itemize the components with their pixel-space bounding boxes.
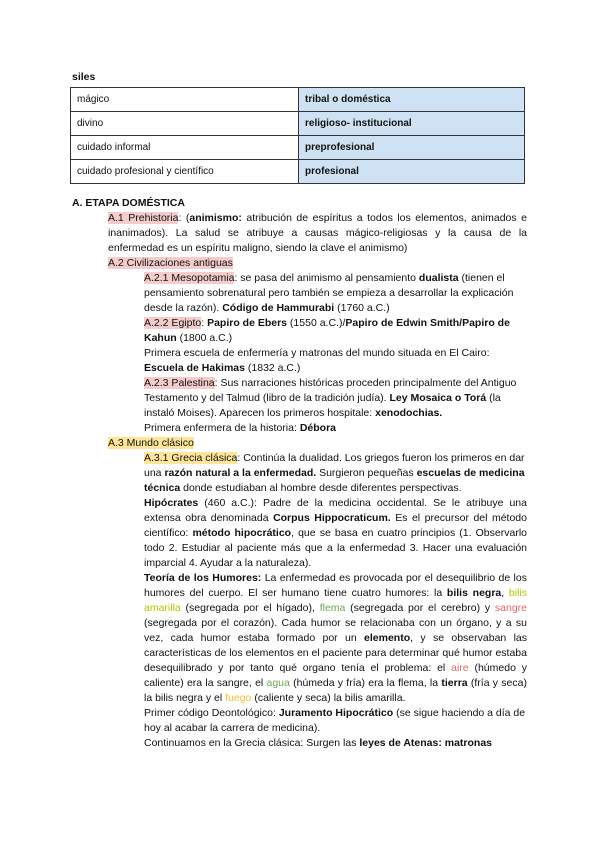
bold-term: Débora bbox=[299, 422, 337, 434]
text-span: (segregada por el corazón). Cada humor se relacionaba con un órgano, y a su vez, cada humor estaba formado por un bbox=[144, 617, 527, 644]
text-span: : bbox=[201, 317, 208, 329]
text-span: : Continúa la dualidad. Los griegos fueron los primeros en dar una bbox=[144, 452, 525, 479]
bold-term: leyes de Atenas: matronas bbox=[359, 737, 493, 749]
paragraph-a22 bbox=[144, 316, 527, 346]
text-span: (1550 a.C.)/ bbox=[287, 317, 346, 329]
table-row bbox=[71, 136, 525, 160]
paragraph-a2 bbox=[108, 256, 527, 271]
text-span: Surgieron pequeñas bbox=[316, 467, 417, 479]
table-cell: religioso- institucional bbox=[299, 112, 525, 136]
text-span: : se pasa del animismo al pensamiento bbox=[234, 272, 419, 284]
bold-term: Código de Hammurabi bbox=[222, 302, 335, 314]
paragraph-a23 bbox=[144, 376, 527, 421]
text-span: (1800 a.C.) bbox=[176, 332, 233, 344]
text-span: (fría y seca) la bilis negra y el bbox=[144, 677, 527, 704]
colored-term: aire bbox=[451, 662, 469, 674]
document-body bbox=[72, 196, 527, 751]
bold-term: xenodochias. bbox=[375, 407, 443, 419]
bold-term: método hipocrático bbox=[192, 527, 292, 539]
table-cell: mágico bbox=[71, 88, 299, 112]
bold-term: Juramento Hipocrático bbox=[278, 707, 394, 719]
text-span: (se sigue haciendo a día de hoy al acabar la carrera de medicina). bbox=[144, 707, 526, 734]
text-span: (460 a.C.): Padre de la medicina occidental. Se le atribuye una extensa obra denominada bbox=[144, 497, 527, 524]
bold-term: Papiro de Edwin Smith/Papiro de Kahun bbox=[144, 317, 510, 344]
table-row bbox=[71, 112, 525, 136]
heading-a23: A.2.3 Palestina bbox=[144, 377, 215, 389]
text-span: (1832 a.C.) bbox=[244, 362, 301, 374]
bold-term: escuelas de medicina técnica bbox=[144, 467, 525, 494]
text-span: : Sus narraciones históricas proceden principalmente del Antiguo Testamento y del Talmud (libro de la tradición judía). bbox=[144, 377, 517, 404]
heading-a22: A.2.2 Egipto bbox=[144, 317, 202, 329]
bold-term: tierra bbox=[441, 677, 468, 689]
paragraph-a21 bbox=[144, 271, 527, 316]
text-span: (segregada por el cerebro) y bbox=[345, 602, 495, 614]
colored-term: agua bbox=[266, 677, 290, 689]
table-cell: profesional bbox=[299, 160, 525, 184]
header-fragment: siles bbox=[72, 71, 96, 83]
text-span: , y se observaban las características de los elementos en el paciente para determinar qué humor estaba desequilibrado y por tanto qué organo tenía el problema: el bbox=[144, 632, 528, 674]
table-row bbox=[71, 160, 525, 184]
text-span: Primera enfermera de la historia: bbox=[144, 422, 300, 434]
text-span: , bbox=[501, 587, 509, 599]
bold-term: Corpus Hippocraticum. bbox=[273, 512, 391, 524]
text-span: (tienen el pensamiento sobrenatural pero también se empieza a desarrollar la explicación desde la razón). bbox=[144, 272, 514, 314]
text-span: (húmeda y fría) era la flema, la bbox=[289, 677, 442, 689]
heading-a21: A.2.1 Mesopotamia bbox=[144, 272, 235, 284]
text-span: (1760 a.C.) bbox=[334, 302, 390, 314]
bold-term: dualista bbox=[418, 272, 459, 284]
text-span: Primera escuela de enfermería y matronas del mundo situada en El Cairo: bbox=[144, 347, 490, 359]
colored-term: fuego bbox=[225, 692, 252, 704]
paragraph-a22-school bbox=[144, 346, 527, 376]
colored-term: sangre bbox=[494, 602, 527, 614]
text-span: Primer código Deontológico: bbox=[144, 707, 279, 719]
text-span: , que se basa en cuatro principios (1. Observarlo todo 2. Estudiar al paciente más que a la enfermedad 3. Hacer una evaluación imparcial 4. Ayudar a la naturaleza). bbox=[144, 527, 527, 569]
paragraph-humores bbox=[144, 571, 527, 706]
text-span: Continuamos en la Grecia clásica: Surgen las bbox=[144, 737, 360, 749]
table-cell: divino bbox=[71, 112, 299, 136]
text-span: donde estudiaban al hombre desde diferentes perspectivas. bbox=[180, 482, 462, 494]
heading-a3: A.3 Mundo clásico bbox=[108, 437, 194, 449]
text-span: atribución de espíritus a todos los elementos, animados e inanimados). La salud se atribuye a causas mágico-religiosas y la causa de la enfermedad es un espíritu maligno, siendo la clave el animismo) bbox=[108, 212, 527, 254]
text-span: La enfermedad es provocada por el desequilibrio de los humores del cuerpo. El ser humano tiene cuatro humores: la bbox=[144, 572, 527, 599]
bold-term: Hipócrates bbox=[144, 497, 199, 509]
text-span: : ( bbox=[178, 212, 190, 224]
text-span: (segregada por el hígado), bbox=[180, 602, 320, 614]
colored-term: flema bbox=[319, 602, 346, 614]
table-cell: cuidado informal bbox=[71, 136, 299, 160]
stages-table bbox=[70, 87, 525, 184]
paragraph-a1 bbox=[108, 211, 527, 256]
bold-term: razón natural a la enfermedad. bbox=[164, 467, 317, 479]
paragraph-hipocrates bbox=[144, 496, 527, 571]
bold-term: Ley Mosaica o Torá bbox=[389, 392, 487, 404]
section-title: A. ETAPA DOMÉSTICA bbox=[72, 197, 185, 209]
paragraph-a3 bbox=[108, 436, 527, 451]
text-span: (húmedo y caliente) era la sangre, el bbox=[144, 662, 527, 689]
bold-term: animismo: bbox=[189, 212, 242, 224]
table-row bbox=[71, 88, 525, 112]
heading-a31: A.3.1 Grecia clásica bbox=[144, 452, 238, 464]
bold-term: Papiro de Ebers bbox=[207, 317, 288, 329]
bold-term: Escuela de Hakimas bbox=[144, 362, 245, 374]
paragraph-a31 bbox=[144, 451, 527, 496]
paragraph-a23-nurse bbox=[144, 421, 527, 436]
colored-term: bilis amarilla bbox=[144, 587, 527, 614]
bold-term: Teoría de los Humores: bbox=[144, 572, 262, 584]
bold-term: elemento bbox=[364, 632, 411, 644]
paragraph-codigo bbox=[144, 706, 527, 736]
heading-a1: A.1 Prehistoria bbox=[108, 212, 179, 224]
paragraph-atenas bbox=[144, 736, 527, 751]
table-cell: tribal o doméstica bbox=[299, 88, 525, 112]
table-cell: preprofesional bbox=[299, 136, 525, 160]
text-span: (caliente y seca) la bilis amarilla. bbox=[251, 692, 406, 704]
heading-a2: A.2 Civilizaciones antiguas bbox=[108, 257, 233, 269]
text-span: Es el precursor del método científico: bbox=[144, 512, 527, 539]
table-cell: cuidado profesional y científico bbox=[71, 160, 299, 184]
text-span: (la instaló Moises). Aparecen los primeros hospitale: bbox=[144, 392, 501, 419]
bold-term: bilis negra bbox=[446, 587, 502, 599]
